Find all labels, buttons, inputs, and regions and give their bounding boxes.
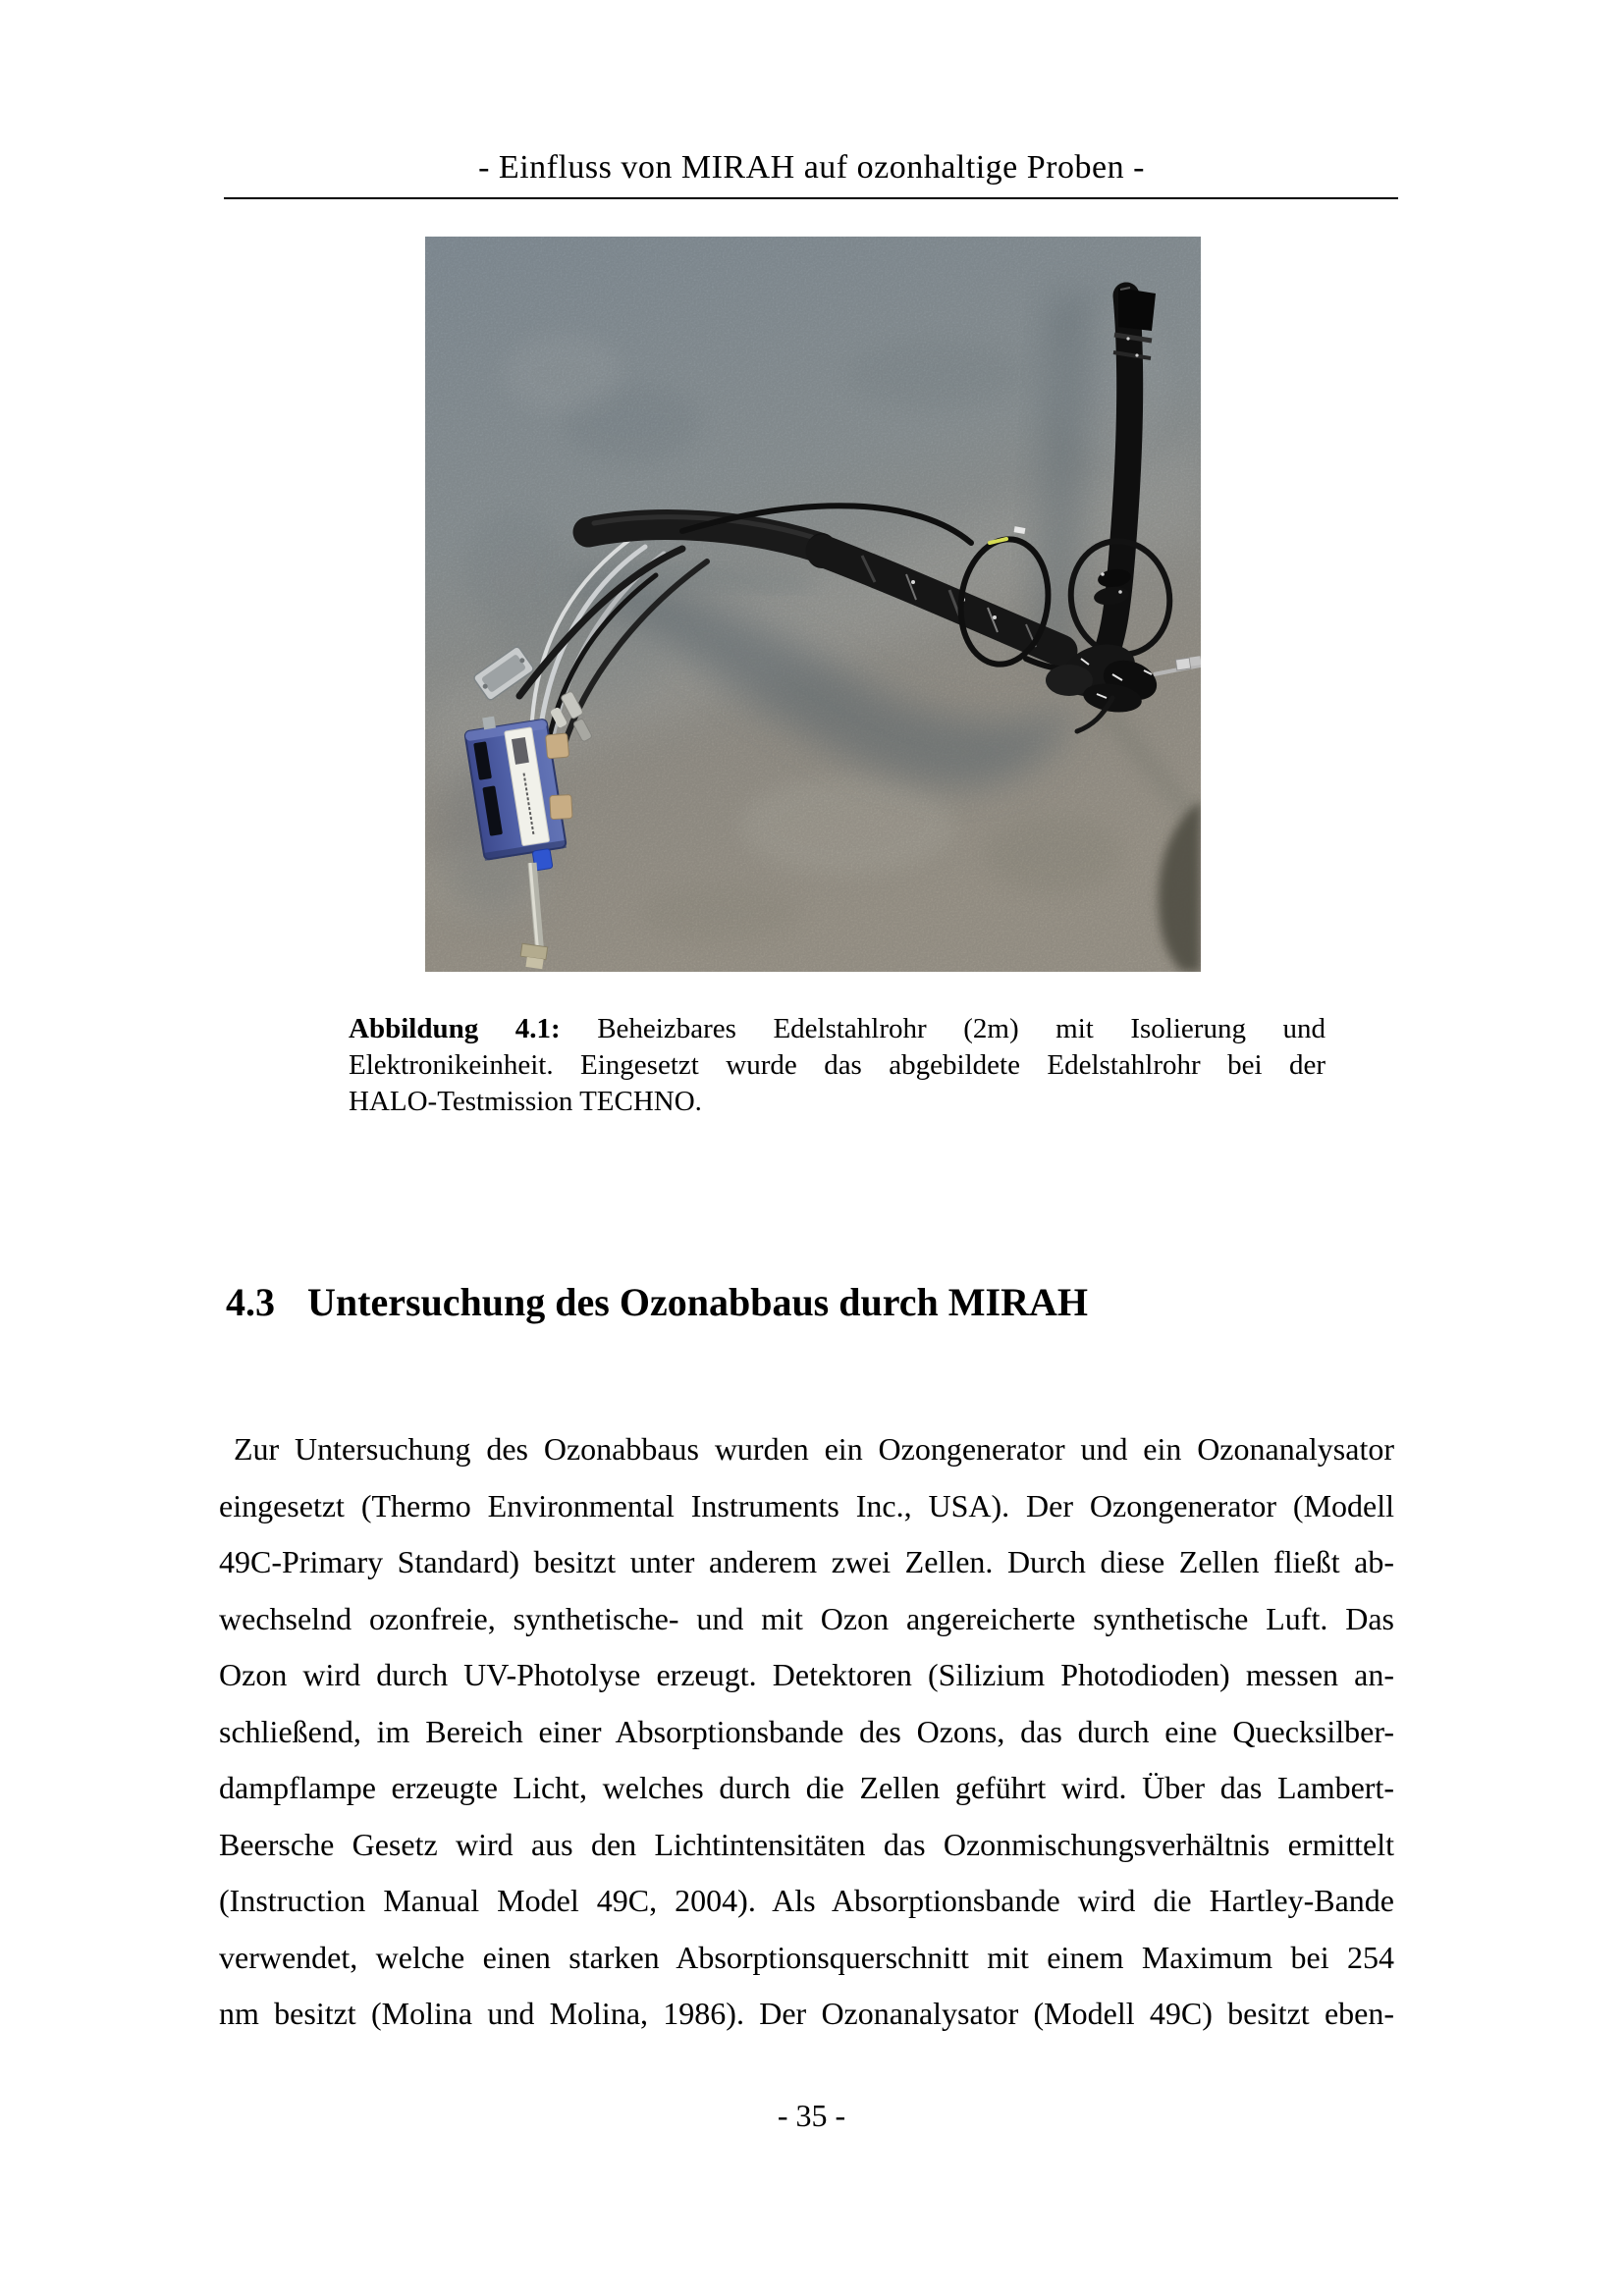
figure-caption-line-1	[349, 1011, 1325, 1047]
page-number: - 35 -	[777, 2098, 846, 2133]
paragraph-line: Beersche Gesetz wird aus den Lichtintensitäten das Ozonmischungsverhältnis ermittelt	[219, 1826, 1394, 1862]
figure-photo-image	[425, 237, 1201, 972]
paragraph-line: nm besitzt (Molina und Molina, 1986). Der Ozonanalysator (Modell 49C) besitzt eben-	[219, 1996, 1394, 2031]
paragraph-line: eingesetzt (Thermo Environmental Instruments Inc., USA). Der Ozongenerator (Modell	[219, 1487, 1394, 1523]
body-paragraph	[219, 1421, 1394, 2043]
paragraph-line: verwendet, welche einen starken Absorptionsquerschnitt mit einem Maximum bei 254	[219, 1939, 1394, 1975]
figure-caption-line-2: Elektronikeinheit. Eingesetzt wurde das abgebildete Edelstahlrohr bei der	[349, 1049, 1325, 1081]
figure-caption	[349, 1011, 1325, 1120]
section-number: 4.3	[226, 1280, 275, 1324]
paragraph-line: schließend, im Bereich einer Absorptionsbande des Ozons, das durch eine Quecksilber-	[219, 1713, 1394, 1749]
section-heading	[226, 1279, 1088, 1325]
figure-photo	[425, 237, 1201, 972]
paragraph-line: 49C-Primary Standard) besitzt unter anderem zwei Zellen. Durch diese Zellen fließt ab-	[219, 1544, 1394, 1579]
figure-caption-text-1: Beheizbares Edelstahlrohr (2m) mit Isolierung und	[597, 1013, 1325, 1044]
running-header: - Einfluss von MIRAH auf ozonhaltige Proben -	[478, 149, 1145, 186]
figure-caption-label: Abbildung 4.1:	[349, 1013, 561, 1044]
paragraph-line: Zur Untersuchung des Ozonabbaus wurden ein Ozongenerator und ein Ozonanalysator	[234, 1431, 1394, 1467]
paragraph-line: Ozon wird durch UV-Photolyse erzeugt. Detektoren (Silizium Photodioden) messen an-	[219, 1657, 1394, 1692]
paragraph-line: dampflampe erzeugte Licht, welches durch die Zellen geführt wird. Über das Lambert-	[219, 1770, 1394, 1805]
figure-caption-line-3: HALO-Testmission TECHNO.	[349, 1086, 702, 1117]
header-rule	[224, 197, 1398, 199]
paragraph-line: wechselnd ozonfreie, synthetische- und mit Ozon angereicherte synthetische Luft. Das	[219, 1600, 1394, 1636]
section-title: Untersuchung des Ozonabbaus durch MIRAH	[307, 1280, 1088, 1324]
paragraph-line: (Instruction Manual Model 49C, 2004). Als Absorptionsbande wird die Hartley-Bande	[219, 1883, 1394, 1918]
